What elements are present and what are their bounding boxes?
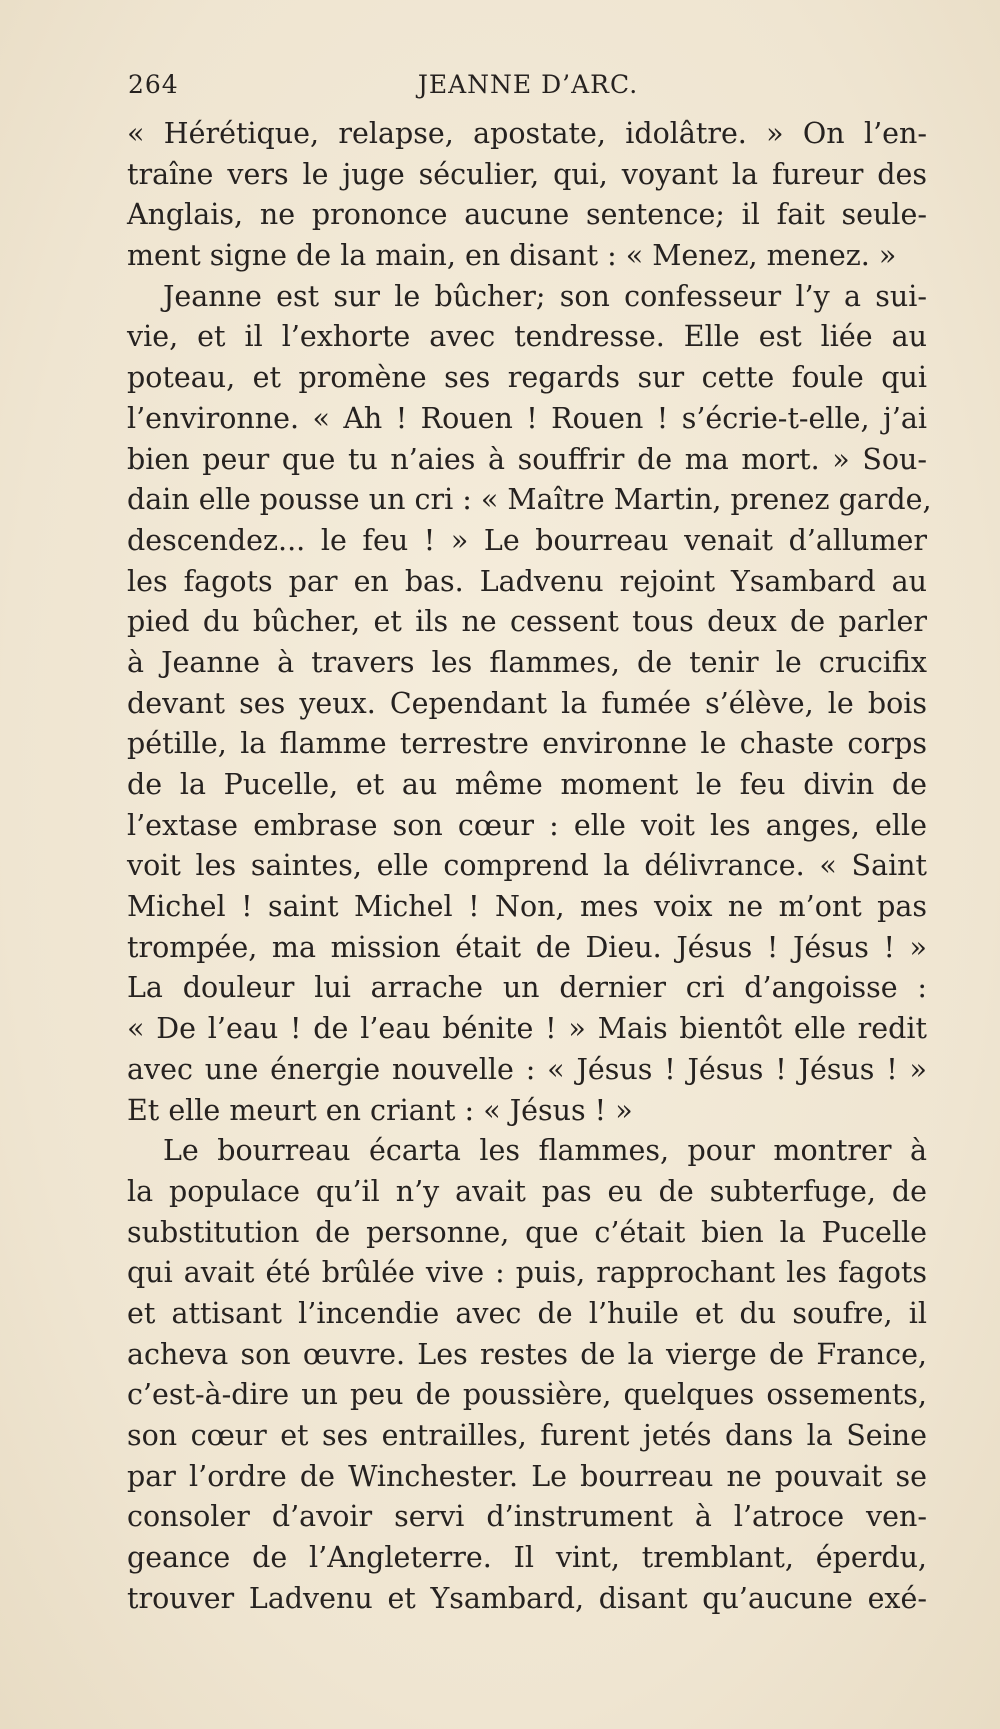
text-line: Et elle meurt en criant : « Jésus ! » [127,1093,633,1127]
text-line: son cœur et ses entrailles, furent jetés dans la Seine [127,1419,927,1452]
text-line: « Hérétique, relapse, apostate, idolâtre. » On l’en- [127,117,927,150]
text-line: La douleur lui arrache un dernier cri d’angoisse : [127,971,927,1005]
text-line: la populace qu’il n’y avait pas eu de subterfuge, de [127,1174,927,1208]
text-line: ment signe de la main, en disant : « Menez, menez. » [127,239,897,273]
text-line: bien peur que tu n’aies à souffrir de ma mort. » Sou- [127,442,927,476]
text-line: c’est-à-dire un peu de poussière, quelques ossements, [127,1378,927,1412]
page-number: 264 [128,70,179,99]
page-header [128,70,928,110]
text-line: traîne vers le juge séculier, qui, voyant la fureur des [127,157,927,191]
text-line: « De l’eau ! de l’eau bénite ! » Mais bientôt elle redit [127,1012,927,1046]
text-line: acheva son œuvre. Les restes de la vierge de France, [127,1337,927,1371]
text-line: substitution de personne, que c’était bien la Pucelle [127,1215,927,1249]
text-line: qui avait été brûlée vive : puis, rapprochant les fagots [127,1256,927,1290]
text-line: consoler d’avoir servi d’instrument à l’atroce ven- [127,1500,927,1534]
text-line: Le bourreau écarta les flammes, pour montrer à [163,1134,927,1168]
text-line: de la Pucelle, et au même moment le feu divin de [127,768,927,801]
text-line: Michel ! saint Michel ! Non, mes voix ne m’ont pas [127,890,927,924]
text-line: dain elle pousse un cri : « Maître Martin, prenez garde, [127,483,932,517]
text-line: Jeanne est sur le bûcher; son confesseur l’y a sui- [163,279,927,313]
text-line: geance de l’Angleterre. Il vint, tremblant, éperdu, [127,1541,927,1575]
text-line: par l’ordre de Winchester. Le bourreau ne pouvait se [127,1459,927,1493]
text-line: voit les saintes, elle comprend la délivrance. « Saint [127,849,927,883]
page-body-text [127,114,932,1619]
text-line: devant ses yeux. Cependant la fumée s’élève, le bois [127,686,927,720]
text-line: l’environne. « Ah ! Rouen ! Rouen ! s’écrie-t-elle, j’ai [127,401,927,435]
text-line: pied du bûcher, et ils ne cessent tous deux de parler [127,605,927,639]
text-line: à Jeanne à travers les flammes, de tenir le crucifix [127,645,927,679]
text-line: l’extase embrase son cœur : elle voit les anges, elle [127,808,927,842]
text-line: avec une énergie nouvelle : « Jésus ! Jésus ! Jésus ! » [127,1052,927,1086]
text-line: descendez... le feu ! » Le bourreau venait d’allumer [127,523,927,557]
text-line: Anglais, ne prononce aucune sentence; il fait seule- [127,198,927,232]
text-line: les fagots par en bas. Ladvenu rejoint Ysambard au [127,564,927,598]
running-title: JEANNE D’ARC. [417,70,639,99]
text-line: et attisant l’incendie avec de l’huile et du soufre, il [127,1296,927,1330]
text-line: poteau, et promène ses regards sur cette foule qui [127,361,927,395]
text-line: pétille, la flamme terrestre environne le chaste corps [127,727,927,761]
text-line: vie, et il l’exhorte avec tendresse. Elle est liée au [127,320,927,354]
text-line: trouver Ladvenu et Ysambard, disant qu’aucune exé- [127,1581,927,1615]
text-line: trompée, ma mission était de Dieu. Jésus ! Jésus ! » [127,930,927,964]
